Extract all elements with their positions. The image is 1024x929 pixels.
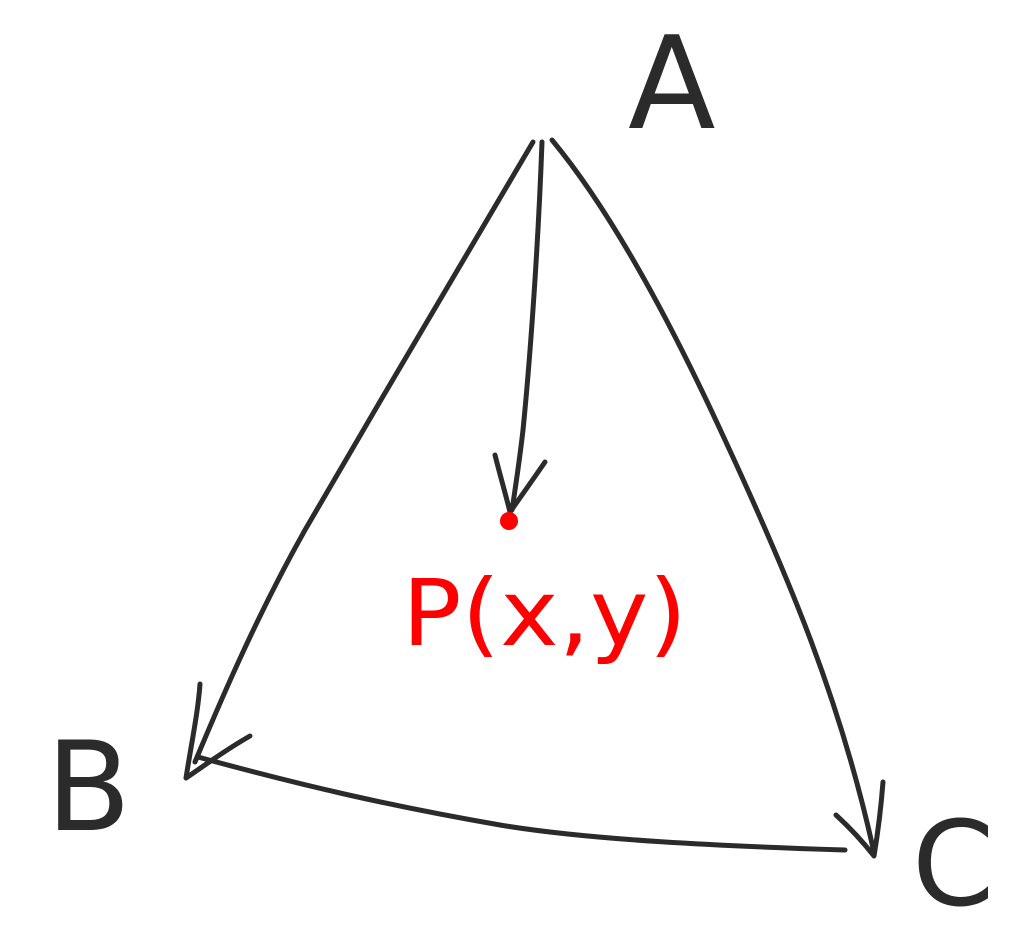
edge-a-to-b xyxy=(186,142,533,778)
vertex-label-a: A xyxy=(628,10,716,159)
point-p-dot xyxy=(500,512,518,530)
vertex-label-b: B xyxy=(46,716,132,860)
edge-c-to-b xyxy=(198,757,845,850)
point-label: P(x,y) xyxy=(402,560,687,667)
vertex-label-c: C xyxy=(912,795,995,929)
edge-a-to-c xyxy=(552,140,883,856)
